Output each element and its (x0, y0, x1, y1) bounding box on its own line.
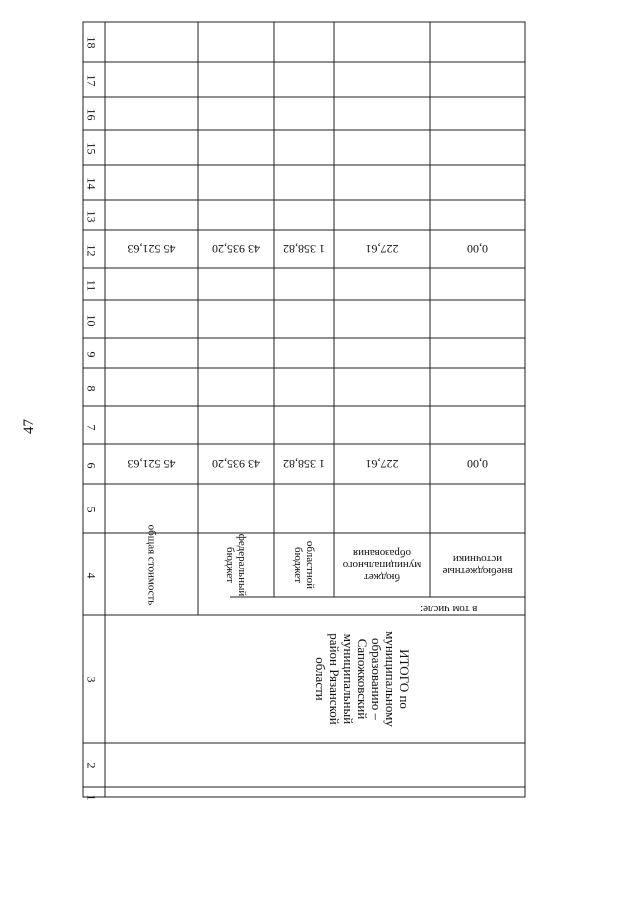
col-num: 17 (84, 74, 99, 87)
col-num: 15 (84, 142, 99, 155)
value-total-col6: 45 521,63 (127, 457, 176, 472)
col-num: 12 (84, 244, 99, 257)
page-number: 47 (21, 419, 37, 434)
col-num: 2 (84, 762, 99, 769)
row-label-regional: областной бюджет (292, 540, 316, 590)
value-federal-col6: 43 935,20 (212, 457, 260, 472)
row-label-federal: федеральный бюджет (224, 533, 248, 597)
col-num: 11 (84, 279, 99, 292)
value-regional-col6: 1 358,82 (283, 457, 325, 472)
value-total-col12: 45 521,63 (127, 242, 176, 257)
col-num: 1 (84, 794, 99, 801)
col-num: 10 (84, 314, 99, 327)
including-label: в том числе: (420, 603, 478, 615)
value-extrabudget-col6: 0,00 (467, 457, 488, 472)
total-label: ИТОГО по муниципальному образованию – Сапожковский муниципальный район Рязанской области (312, 631, 412, 727)
row-label-extrabudget: внебюджетные источники (442, 553, 513, 577)
col-num: 4 (84, 572, 99, 579)
col-num: 14 (84, 177, 99, 190)
col-num: 8 (84, 385, 99, 392)
col-num: 13 (84, 210, 99, 223)
row-label-total: общая стоимость (145, 524, 158, 606)
value-extrabudget-col12: 0,00 (467, 242, 488, 257)
col-num: 6 (84, 462, 99, 469)
col-num: 5 (84, 506, 99, 513)
col-num: 3 (84, 676, 99, 683)
col-num: 7 (84, 424, 99, 431)
col-num: 16 (84, 108, 99, 121)
value-municipal-col6: 227,61 (365, 457, 399, 472)
value-municipal-col12: 227,61 (365, 242, 399, 257)
col-num: 9 (84, 351, 99, 358)
col-num: 18 (84, 36, 99, 49)
row-label-municipal: бюджет муниципального образования (342, 547, 422, 583)
total-label-cell (198, 615, 525, 743)
value-regional-col12: 1 358,82 (283, 242, 325, 257)
value-federal-col12: 43 935,20 (212, 242, 260, 257)
